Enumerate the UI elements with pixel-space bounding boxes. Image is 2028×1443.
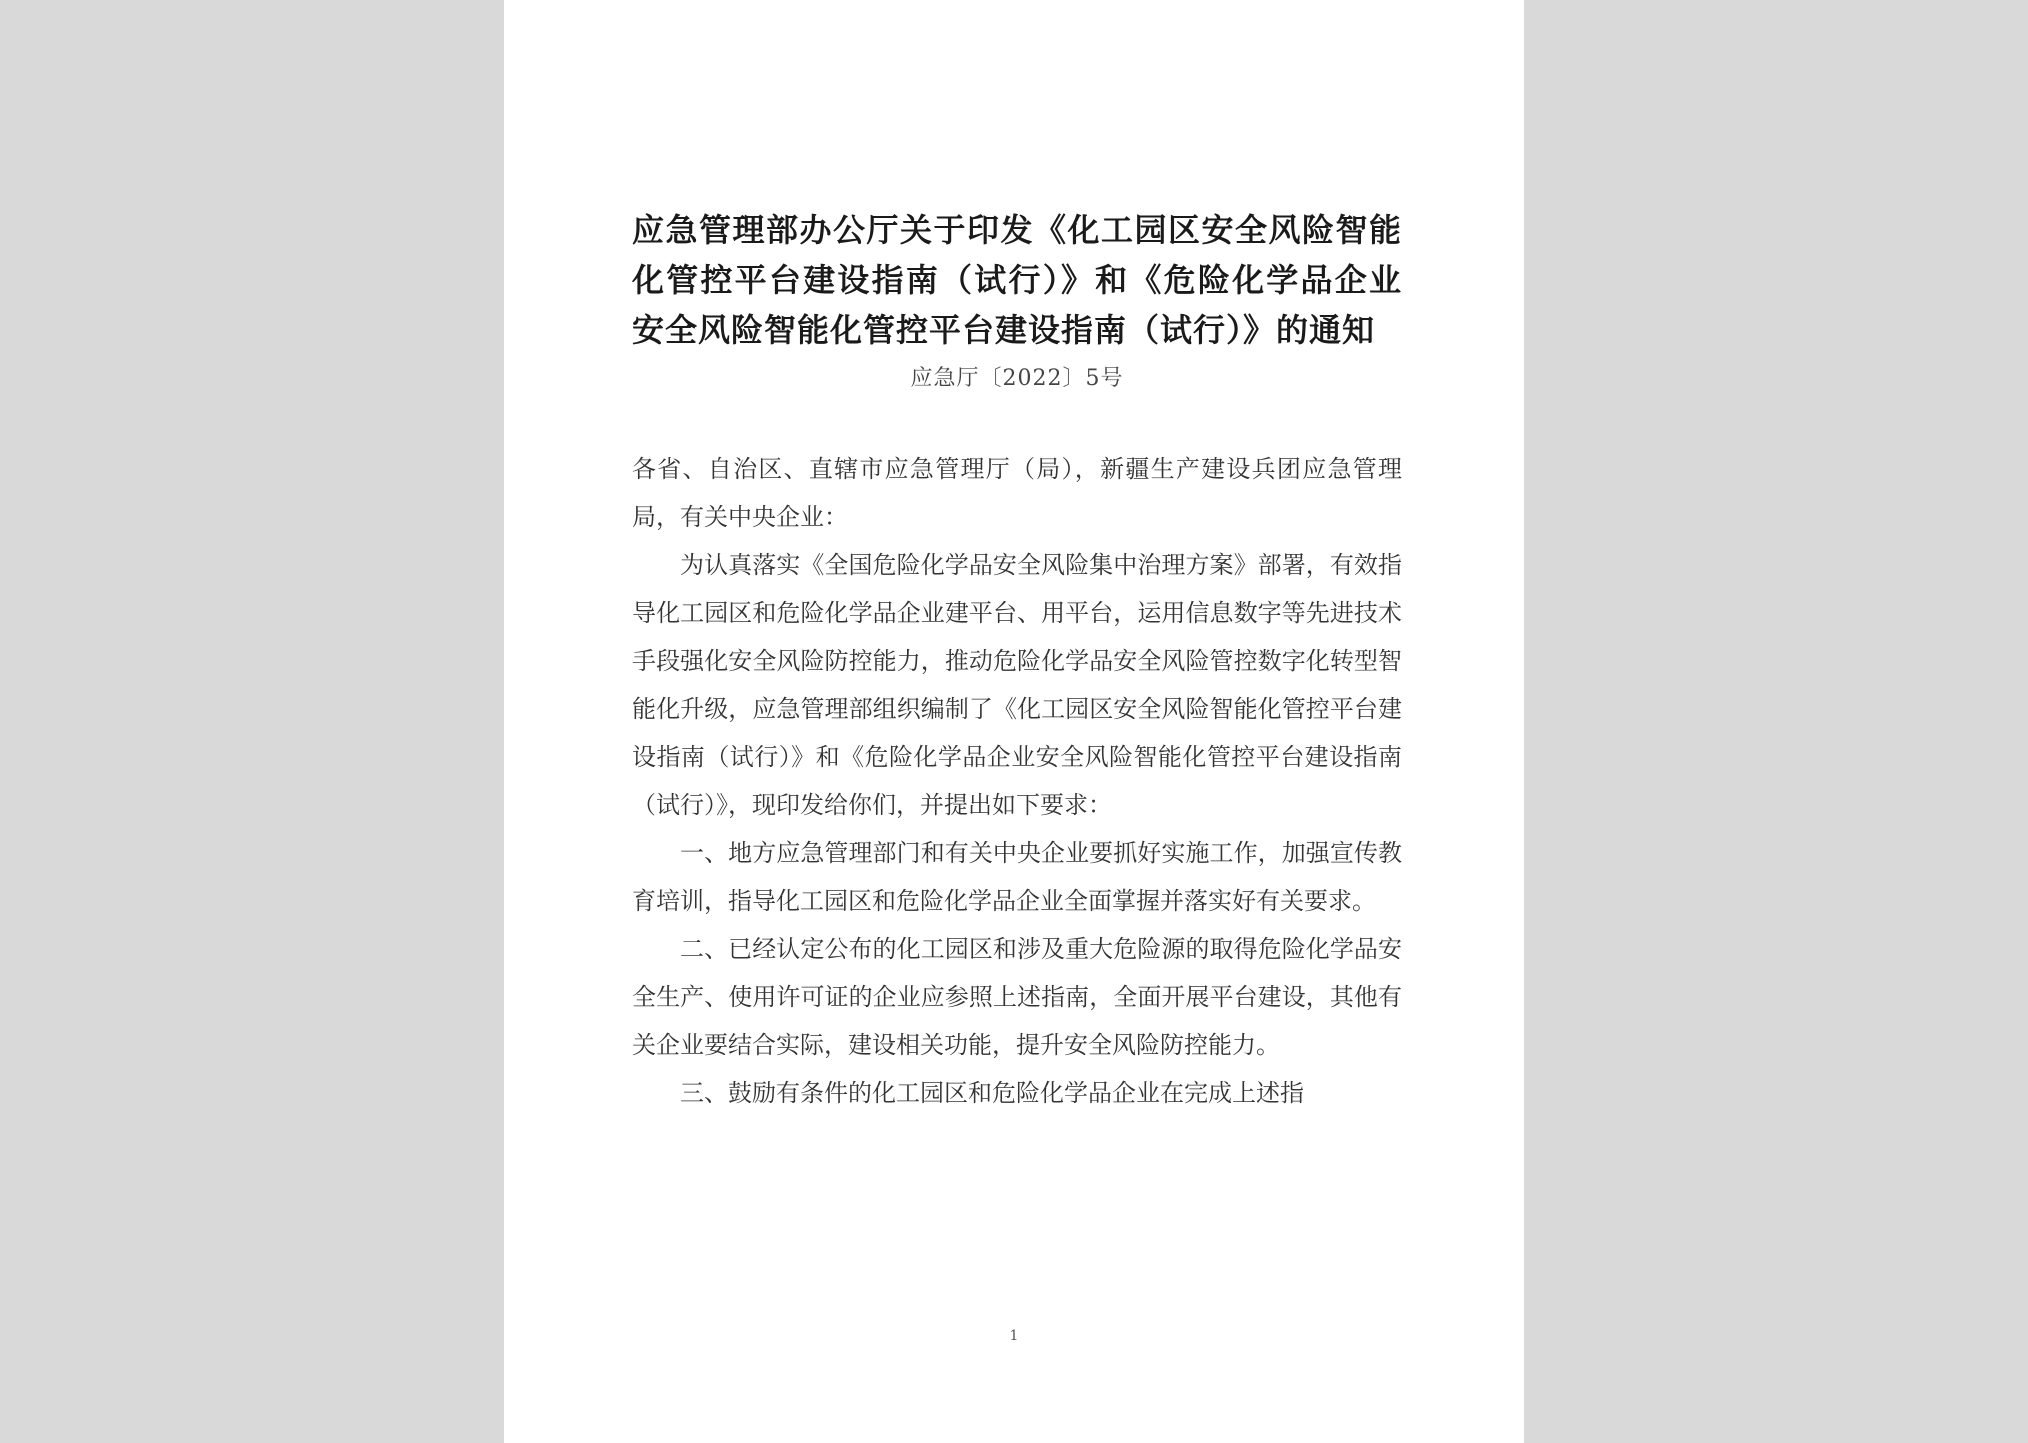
- body-paragraph: 三、鼓励有条件的化工园区和危险化学品企业在完成上述指: [680, 1079, 1304, 1107]
- document-title: 应急管理部办公厅关于印发《化工园区安全风险智能化管控平台建设指南（试行）》和《危险化学品企业安全风险智能化管控平台建设指南（试行）》的通知: [632, 211, 1402, 349]
- body-paragraph: 一、地方应急管理部门和有关中央企业要抓好实施工作，加强宣传教育培训，指导化工园区和危险化学品企业全面掌握并落实好有关要求。: [632, 839, 1402, 915]
- addressee-line: 各省、自治区、直辖市应急管理厅（局），新疆生产建设兵团应急管理局，有关中央企业：: [632, 455, 1402, 531]
- body-paragraph: 二、已经认定公布的化工园区和涉及重大危险源的取得危险化学品安全生产、使用许可证的企业应参照上述指南，全面开展平台建设，其他有关企业要结合实际，建设相关功能，提升安全风险防控能力。: [632, 935, 1402, 1059]
- body-paragraph: 为认真落实《全国危险化学品安全风险集中治理方案》部署，有效指导化工园区和危险化学品企业建平台、用平台，运用信息数字等先进技术手段强化安全风险防控能力，推动危险化学品安全风险管控数字化转型智能化升级，应急管理部组织编制了《化工园区安全风险智能化管控平台建设指南（试行）》和《危险化学品企业安全风险智能化管控平台建设指南（试行）》，现印发给你们，并提出如下要求：: [632, 551, 1402, 819]
- document-content: [632, 205, 1402, 1117]
- page-number: 1: [1009, 1328, 1019, 1344]
- document-page: [504, 0, 1524, 1443]
- document-number: 应急厅〔2022〕5号: [910, 366, 1124, 391]
